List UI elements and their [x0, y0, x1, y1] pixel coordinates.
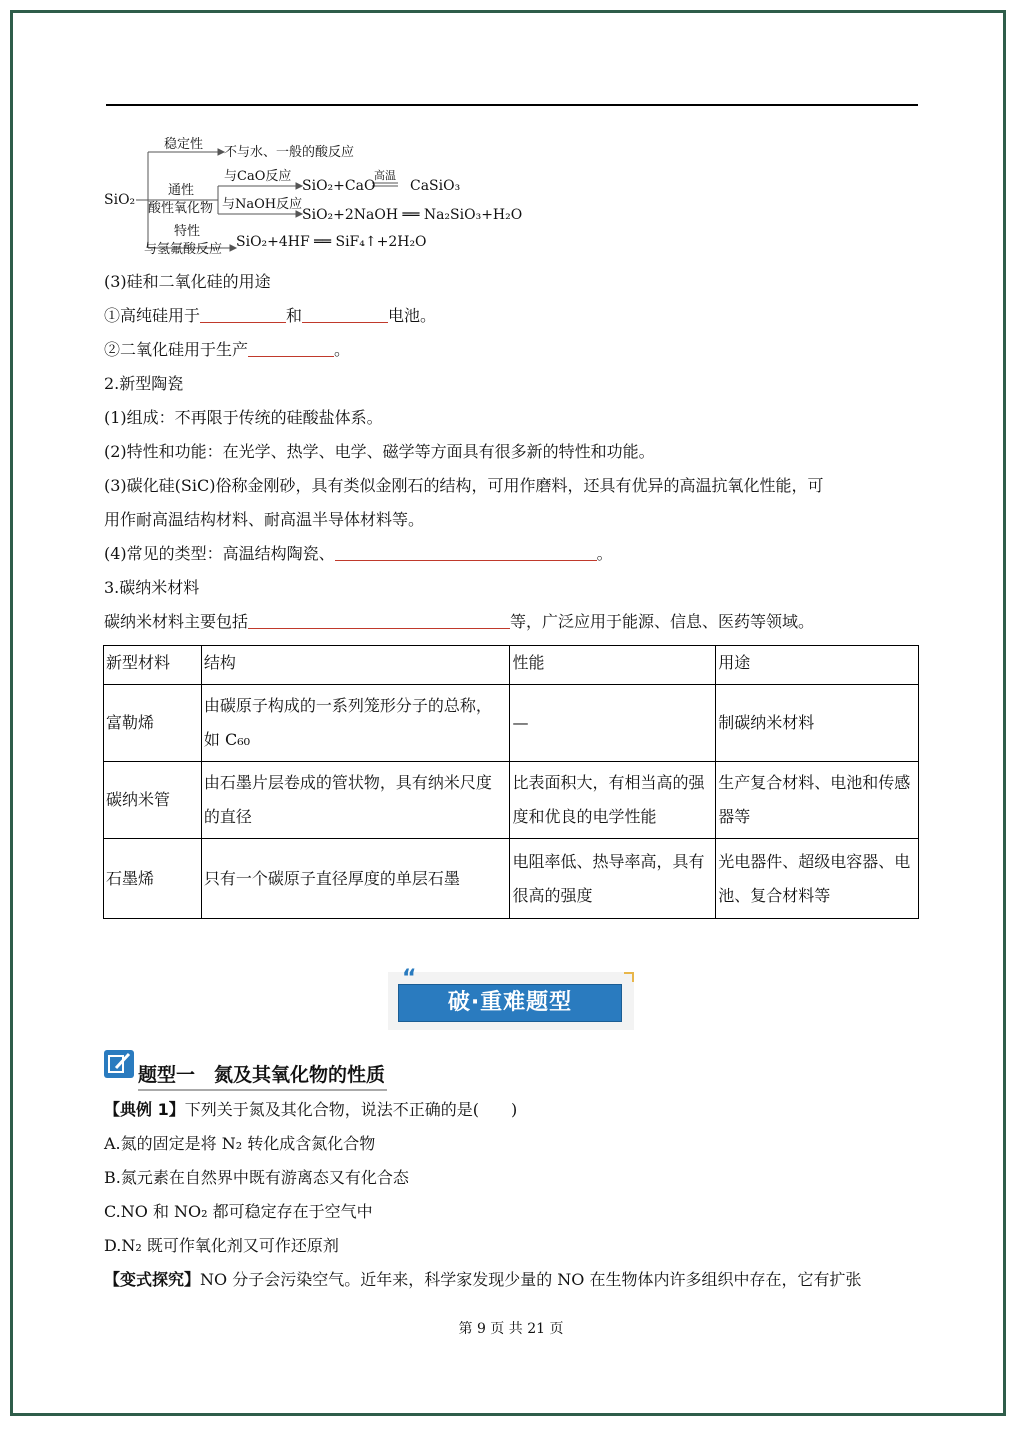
s3-2-text-b: 。	[334, 340, 351, 359]
table-cell: 由石墨片层卷成的管状物，具有纳米尺度的直径	[201, 762, 510, 839]
table-header-cell: 性能	[510, 646, 716, 685]
variant-text: NO 分子会污染空气。近年来，科学家发现少量的 NO 在生物体内许多组织中存在，它有扩张	[200, 1270, 862, 1289]
s3-1-text-b: 和	[286, 306, 303, 325]
s3-1-text-c: 电池。	[388, 306, 437, 325]
heading-new-ceramics: 2.新型陶瓷	[104, 374, 184, 393]
para-sic-line1: (3)碳化硅(SiC)俗称金刚砂，具有类似金刚石的结构，可用作磨料，还具有优异的高温抗氧化性能，可	[104, 476, 824, 495]
table-cell: 制碳纳米材料	[716, 685, 919, 762]
naoh-reaction-label: 与NaOH反应	[222, 197, 303, 212]
table-cell: 石墨烯	[104, 839, 202, 919]
s3-1-text-a: ①高纯硅用于	[104, 306, 201, 325]
sio2-property-diagram	[100, 130, 523, 260]
table-cell: 生产复合材料、电池和传感器等	[716, 762, 919, 839]
option-a: A.氮的固定是将 N₂ 转化成含氮化合物	[104, 1134, 376, 1153]
types-text-b: 。	[596, 544, 613, 563]
example-1-stem	[104, 1098, 517, 1122]
para-carbon-nano	[104, 610, 814, 634]
para-types	[104, 542, 613, 566]
table-header-cell: 结构	[201, 646, 510, 685]
cao-equation-left: SiO₂+CaO	[302, 178, 376, 194]
table-header-cell: 新型材料	[104, 646, 202, 685]
table-cell: 由碳原子构成的一系列笼形分子的总称，如 C₆₀	[201, 685, 510, 762]
table-cell: 富勒烯	[104, 685, 202, 762]
para-composition: (1)组成：不再限于传统的硅酸盐体系。	[104, 408, 383, 427]
example-tag: 【典例 1】	[104, 1100, 185, 1119]
s3-title: (3)硅和二氧化硅的用途	[104, 272, 271, 291]
header-rule	[106, 104, 918, 106]
s3-2-text-a: ②二氧化硅用于生产	[104, 340, 249, 359]
quote-mark-icon: “	[402, 966, 417, 991]
branch-acidic-oxide-label: 酸性氧化物	[148, 201, 214, 216]
fill-blank-4[interactable]	[335, 542, 597, 561]
diagram-root: SiO₂	[104, 192, 136, 208]
materials-table	[103, 645, 919, 919]
table-header-cell: 用途	[716, 646, 919, 685]
table-header-row	[104, 646, 919, 685]
edit-note-icon	[104, 1050, 134, 1078]
para-sic-line2: 用作耐高温结构材料、耐高温半导体材料等。	[104, 510, 425, 529]
naoh-equation: SiO₂+2NaOH ══ Na₂SiO₃+H₂O	[302, 207, 523, 223]
variant-tag: 【变式探究】	[104, 1270, 201, 1289]
table-row	[104, 685, 919, 762]
option-d: D.N₂ 既可作氧化剂又可作还原剂	[104, 1236, 339, 1255]
branch-stability-result: 不与水、一般的酸反应	[224, 145, 355, 160]
cao-equation-condition: 高温	[374, 169, 396, 182]
branch-stability-label: 稳定性	[164, 137, 204, 152]
branch-general-label: 通性	[168, 183, 195, 198]
question-type-title: 题型一 氮及其氧化物的性质	[138, 1060, 387, 1091]
table-cell: 电阻率低、热导率高，具有很高的强度	[510, 839, 716, 919]
para-properties: (2)特性和功能：在光学、热学、电学、磁学等方面具有很多新的特性和功能。	[104, 442, 655, 461]
s3-item-1	[104, 304, 436, 328]
table-cell: 比表面积大，有相当高的强度和优良的电学性能	[510, 762, 716, 839]
heading-carbon-nano: 3.碳纳米材料	[104, 578, 200, 597]
section-banner	[388, 966, 634, 1030]
table-cell: 只有一个碳原子直径厚度的单层石墨	[201, 839, 510, 919]
branch-special-label: 特性	[174, 224, 201, 239]
banner-title: 破·重难题型	[398, 984, 622, 1022]
example-question: 下列关于氮及其化合物，说法不正确的是( )	[184, 1100, 518, 1119]
page-number: 第 9 页 共 21 页	[458, 1321, 564, 1337]
fill-blank-1[interactable]	[200, 304, 286, 323]
table-cell: 光电器件、超级电容器、电池、复合材料等	[716, 839, 919, 919]
variant-exploration	[104, 1268, 862, 1292]
carbon-text-a: 碳纳米材料主要包括	[104, 612, 249, 631]
fill-blank-2[interactable]	[302, 304, 388, 323]
table-row	[104, 839, 919, 919]
banner-corner-decoration	[624, 972, 634, 982]
table-cell: —	[510, 685, 716, 762]
s3-item-2	[104, 338, 350, 362]
carbon-text-b: 等，广泛应用于能源、信息、医药等领域。	[510, 612, 815, 631]
table-cell: 碳纳米管	[104, 762, 202, 839]
hf-equation: SiO₂+4HF ══ SiF₄↑+2H₂O	[236, 234, 427, 250]
option-c: C.NO 和 NO₂ 都可稳定存在于空气中	[104, 1202, 373, 1221]
option-b: B.氮元素在自然界中既有游离态又有化合态	[104, 1168, 409, 1187]
fill-blank-3[interactable]	[248, 338, 334, 357]
cao-equation-right: CaSiO₃	[410, 178, 461, 194]
hf-reaction-label: 与氢氟酸反应	[144, 242, 223, 257]
cao-reaction-label: 与CaO反应	[224, 169, 292, 184]
types-text-a: (4)常见的类型：高温结构陶瓷、	[104, 544, 335, 563]
table-row	[104, 762, 919, 839]
fill-blank-5[interactable]	[248, 610, 510, 629]
